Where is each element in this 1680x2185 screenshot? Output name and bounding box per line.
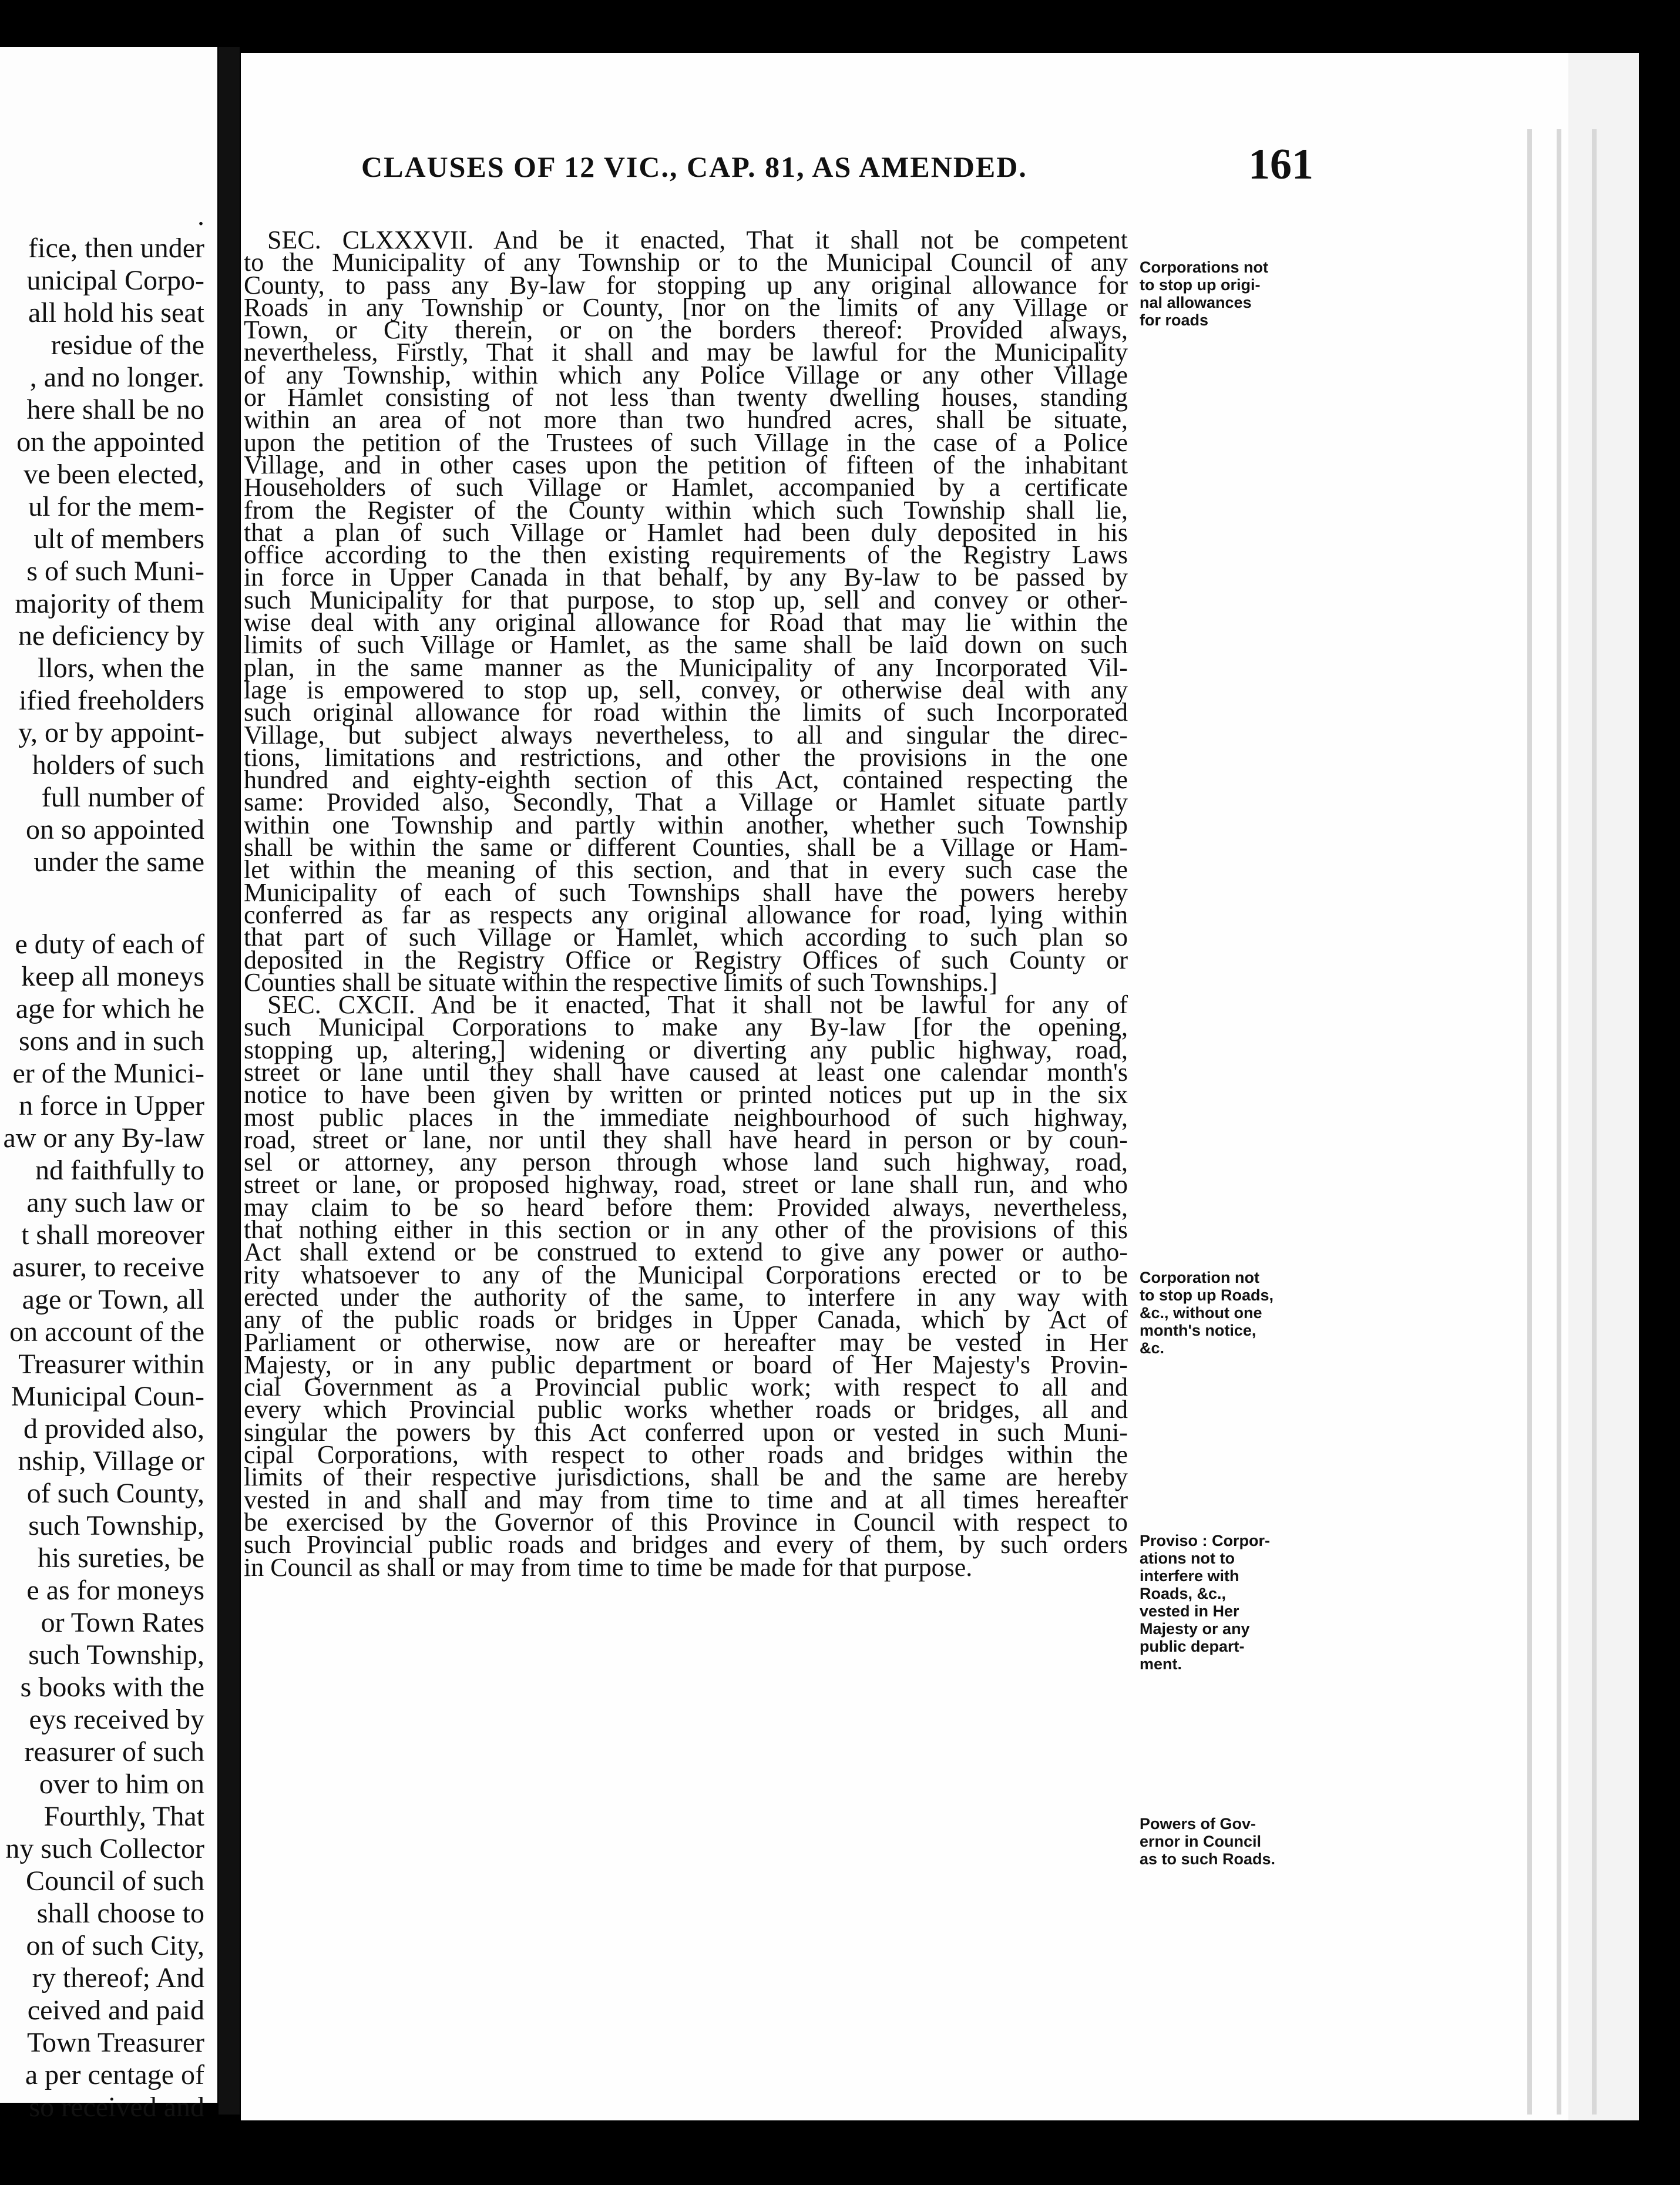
- left-page-line: eys received by: [29, 1704, 204, 1735]
- body-line: let within the meaning of this section, and that in every such case the: [244, 855, 1128, 885]
- body-line: be exercised by the Governor of this Province in Council with respect to: [244, 1507, 1128, 1537]
- body-line: any of the public roads or bridges in Upper Canada, which by Act of: [244, 1305, 1128, 1334]
- body-line: sel or attorney, any person through whose land such highway, road,: [244, 1148, 1128, 1177]
- body-line: such Municipality for that purpose, to stop up, sell and convey or other-: [244, 585, 1128, 614]
- body-line: that part of such Village or Hamlet, which according to such plan so: [244, 923, 1128, 952]
- margin-note-line: &c.: [1140, 1339, 1165, 1357]
- body-line: vested in and shall and may from time to time and at all times hereafter: [244, 1485, 1128, 1514]
- left-page-line: unicipal Corpo-: [26, 265, 204, 296]
- left-page-line: age for which he: [15, 993, 204, 1024]
- left-page-line: residue of the: [51, 330, 204, 361]
- left-page-line: llors, when the: [38, 653, 204, 684]
- left-page-line: Municipal Coun-: [11, 1381, 204, 1412]
- margin-note-line: for roads: [1140, 311, 1209, 329]
- body-line: such original allowance for road within the limits of such Incorporated: [244, 698, 1128, 727]
- left-page-line: ult of members: [33, 523, 204, 554]
- body-line: that nothing either in this section or in any other of the provisions of this: [244, 1215, 1128, 1245]
- left-page-line: full number of: [41, 782, 204, 813]
- body-line: Roads in any Township or County, [nor on the limits of any Village or: [244, 293, 1128, 322]
- margin-note-line: ernor in Council: [1140, 1833, 1262, 1850]
- margin-note-line: Corporation not: [1140, 1269, 1259, 1286]
- body-line: Village, but subject always nevertheless, to all and singular the direc-: [244, 720, 1128, 749]
- left-page-line: t shall moreover: [21, 1219, 204, 1251]
- margin-note-2: [1140, 1269, 1339, 1357]
- margin-note-line: interfere with: [1140, 1567, 1239, 1585]
- left-page-line: d provided also,: [23, 1413, 204, 1444]
- body-line: office according to the then existing requirements of the Registry Laws: [244, 540, 1128, 570]
- margin-note-line: vested in Her: [1140, 1602, 1239, 1620]
- left-page-line: e duty of each of: [15, 929, 204, 960]
- body-line: SEC. CLXXXVII. And be it enacted, That it shall not be competent: [267, 226, 1128, 254]
- left-page-line: y, or by appoint-: [18, 717, 204, 748]
- left-page-line: on account of the: [9, 1316, 204, 1347]
- body-line: hundred and eighty-eighth section of this Act, contained respecting the: [244, 765, 1128, 795]
- left-page-line: Fourthly, That: [43, 1801, 204, 1832]
- left-page-line: asurer, to receive: [12, 1252, 204, 1283]
- left-page-line: under the same: [33, 846, 204, 878]
- margin-note-line: as to such Roads.: [1140, 1850, 1276, 1868]
- body-line: cial Government as a Provincial public work; with respect to all and: [244, 1373, 1128, 1402]
- left-page-line: ul for the mem-: [28, 491, 204, 522]
- left-page-line: all hold his seat: [28, 297, 204, 328]
- body-line: limits of their respective jurisdictions, shall be and the same are hereby: [244, 1463, 1128, 1492]
- left-page-line: ceived and paid: [27, 1995, 204, 2026]
- page-number: 161: [1248, 140, 1313, 189]
- margin-note-line: ment.: [1140, 1655, 1182, 1673]
- body-line: Town, or City therein, or on the borders thereof: Provided always,: [244, 315, 1128, 345]
- margin-note-line: Powers of Gov-: [1140, 1815, 1256, 1833]
- left-page-line: Council of such: [26, 1865, 204, 1897]
- body-line: Counties shall be situate within the respective limits of such Townships.]: [244, 967, 997, 997]
- body-line: lage is empowered to stop up, sell, convey, or otherwise deal with any: [244, 675, 1128, 704]
- margin-note-line: Majesty or any: [1140, 1620, 1250, 1638]
- margin-note-line: to stop up origi-: [1140, 276, 1261, 294]
- body-line: street or lane until they shall have caused at least one calendar month's: [244, 1057, 1128, 1087]
- left-page-line: ry thereof; And: [32, 1962, 204, 1994]
- body-line: Majesty, or in any public department or board of Her Majesty's Provin-: [244, 1350, 1128, 1379]
- body-line: within an area of not more than two hundred acres, shall be situate,: [244, 405, 1128, 435]
- left-page-line: age or Town, all: [22, 1284, 204, 1315]
- body-line: singular the powers by this Act conferred upon or vested in such Muni-: [244, 1417, 1128, 1447]
- margin-note-line: Roads, &c.,: [1140, 1585, 1227, 1602]
- body-line: same: Provided also, Secondly, That a Village or Hamlet situate partly: [244, 788, 1128, 817]
- left-page-line: over to him on: [39, 1769, 204, 1800]
- left-page-line: majority of them: [15, 588, 204, 619]
- left-page-line: on so appointed: [26, 814, 204, 845]
- left-page-line: s of such Muni-: [26, 556, 204, 587]
- left-page-line: holders of such: [32, 749, 204, 781]
- left-page-line: shall choose to: [36, 1898, 204, 1929]
- left-page-line: Town Treasurer: [27, 2027, 204, 2058]
- body-text: [244, 226, 1128, 1582]
- page-edge: [1527, 129, 1532, 2115]
- body-line: to the Municipality of any Township or to the Municipal Council of any: [244, 248, 1128, 277]
- body-line: Householders of such Village or Hamlet, accompanied by a certificate: [244, 473, 1128, 502]
- body-line: notice to have been given by written or printed notices put up in the six: [244, 1080, 1128, 1110]
- body-line: Municipality of each of such Townships shall have the powers hereby: [244, 878, 1128, 907]
- left-page-line: keep all moneys: [21, 961, 204, 992]
- body-line: that a plan of such Village or Hamlet had been duly deposited in his: [244, 517, 1128, 547]
- body-line: road, street or lane, nor until they shall have heard in person or by coun-: [244, 1125, 1128, 1154]
- left-page-line: his sureties, be: [38, 1542, 204, 1574]
- body-line: erected under the authority of the same, to interfere in any way with: [244, 1282, 1128, 1312]
- left-page: [0, 47, 217, 2123]
- left-page-line: nship, Village or: [18, 1446, 204, 1477]
- left-page-line: ve been elected,: [23, 459, 204, 490]
- margin-note-4: [1140, 1815, 1339, 1868]
- left-page-line: so received and: [29, 2092, 204, 2123]
- left-page-line: sons and in such: [19, 1026, 204, 1057]
- body-line: stopping up, altering,] widening or diverting any public highway, road,: [244, 1035, 1128, 1064]
- left-page-line: such Township,: [28, 1639, 204, 1670]
- margin-note-1: [1140, 258, 1339, 329]
- margin-note-line: ations not to: [1140, 1549, 1235, 1567]
- body-line: deposited in the Registry Office or Registry Offices of such County or: [244, 945, 1128, 974]
- left-page-line: n force in Upper: [19, 1090, 204, 1121]
- left-page-line: any such law or: [26, 1187, 204, 1218]
- body-line: Village, and in other cases upon the petition of fifteen of the inhabitant: [244, 450, 1128, 479]
- body-line: such Provincial public roads and bridges and every of them, by such orders: [244, 1530, 1128, 1559]
- left-page-line: s books with the: [20, 1672, 204, 1703]
- body-line: in Council as shall or may from time to time be made for that purpose.: [244, 1552, 973, 1582]
- body-line: nevertheless, Firstly, That it shall and may be lawful for the Municipality: [244, 338, 1128, 367]
- body-line: conferred as far as respects any original allowance for road, lying within: [244, 900, 1128, 929]
- margin-note-line: month's notice,: [1140, 1322, 1256, 1339]
- body-line: every which Provincial public works whether roads or bridges, all and: [244, 1395, 1128, 1424]
- body-line: Parliament or otherwise, now are or hereafter may be vested in Her: [244, 1327, 1128, 1357]
- left-page-line: ified freeholders: [19, 685, 204, 716]
- running-title: CLAUSES OF 12 VIC., CAP. 81, AS AMENDED.: [361, 150, 1027, 183]
- left-page-line: such Township,: [28, 1510, 204, 1541]
- left-page-line: e as for moneys: [26, 1575, 204, 1606]
- body-line: such Municipal Corporations to make any By-law [for the opening,: [244, 1013, 1128, 1042]
- body-line: in force in Upper Canada in that behalf, by any By-law to be passed by: [244, 563, 1128, 592]
- left-page-line: Treasurer within: [18, 1349, 204, 1380]
- body-line: tions, limitations and restrictions, and other the provisions in the one: [244, 742, 1128, 772]
- body-line: SEC. CXCII. And be it enacted, That it shall not be lawful for any of: [267, 990, 1128, 1020]
- book-gutter: [219, 47, 240, 2115]
- left-page-line: .: [197, 200, 204, 231]
- left-page-line: a per centage of: [25, 2059, 204, 2090]
- left-page-line: reasurer of such: [24, 1736, 204, 1767]
- body-line: wise deal with any original allowance for Road that may lie within the: [244, 608, 1128, 637]
- page-edge: [1557, 129, 1561, 2115]
- body-line: Act shall extend or be construed to extend to give any power or autho-: [244, 1238, 1128, 1267]
- margin-note-line: Corporations not: [1140, 258, 1268, 276]
- left-page-line: nd faithfully to: [35, 1155, 204, 1186]
- margin-note-line: public depart-: [1140, 1638, 1245, 1655]
- body-line: from the Register of the County within which such Township shall lie,: [244, 495, 1128, 525]
- left-page-line: fice, then under: [28, 233, 204, 264]
- body-line: may claim to be so heard before them: Provided always, nevertheless,: [244, 1192, 1128, 1222]
- left-page-line: ny such Collector: [5, 1833, 204, 1864]
- body-line: rity whatsoever to any of the Municipal Corporations erected or to be: [244, 1260, 1128, 1289]
- margin-note-3: [1140, 1532, 1339, 1673]
- left-page-line: , and no longer.: [29, 362, 204, 393]
- margin-note-line: Proviso : Corpor-: [1140, 1532, 1271, 1549]
- left-page-line: or Town Rates: [41, 1607, 204, 1638]
- body-line: plan, in the same manner as the Municipality of any Incorporated Vil-: [244, 653, 1128, 682]
- left-page-line: here shall be no: [26, 394, 204, 425]
- body-line: or Hamlet consisting of not less than twenty dwelling houses, standing: [244, 383, 1128, 412]
- body-line: County, to pass any By-law for stopping up any original allowance for: [244, 270, 1128, 300]
- body-line: within one Township and partly within another, whether such Township: [244, 810, 1128, 839]
- left-page-line: ne deficiency by: [18, 620, 204, 651]
- body-line: most public places in the immediate neighbourhood of such highway,: [244, 1102, 1128, 1132]
- body-line: upon the petition of the Trustees of such Village in the case of a Police: [244, 428, 1128, 457]
- left-page-line: er of the Munici-: [12, 1058, 204, 1089]
- margin-note-line: &c., without one: [1140, 1304, 1262, 1322]
- page-edge: [1592, 129, 1597, 2115]
- margin-note-line: nal allowances: [1140, 294, 1252, 311]
- body-line: cipal Corporations, with respect to other roads and bridges within the: [244, 1440, 1128, 1470]
- margin-note-line: to stop up Roads,: [1140, 1286, 1274, 1304]
- left-page-line: of such County,: [26, 1478, 204, 1509]
- body-line: of any Township, within which any Police Village or any other Village: [244, 360, 1128, 389]
- left-page-line: aw or any By-law: [3, 1122, 204, 1154]
- left-page-line: on of such City,: [26, 1930, 204, 1961]
- left-page-line: on the appointed: [16, 426, 204, 458]
- body-line: street or lane, or proposed highway, road, street or lane shall run, and who: [244, 1170, 1128, 1199]
- body-line: shall be within the same or different Counties, shall be a Village or Ham-: [244, 833, 1128, 862]
- body-line: limits of such Village or Hamlet, as the same shall be laid down on such: [244, 630, 1128, 660]
